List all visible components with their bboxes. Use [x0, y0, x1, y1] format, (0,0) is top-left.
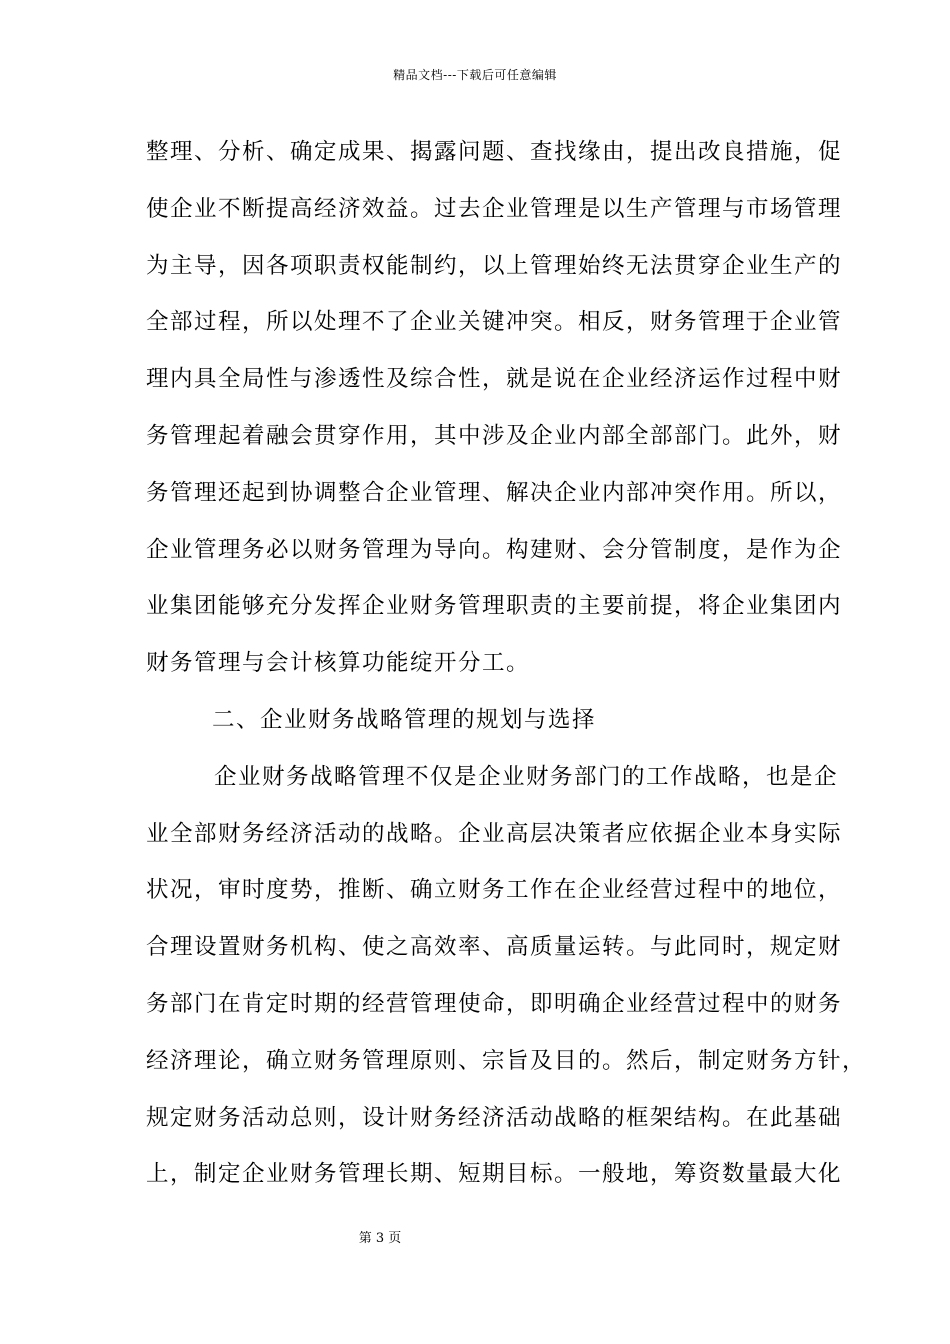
body-line-5: 理内具全局性与渗透性及综合性，就是说在企业经济运作过程中财 — [146, 366, 843, 393]
body-line-17: 经济理论，确立财务管理原则、宗旨及目的。然后，制定财务方针， — [146, 1047, 867, 1074]
body-line-10: 财务管理与会计核算功能绽开分工。 — [146, 650, 531, 677]
body-line-16: 务部门在肯定时期的经营管理使命，即明确企业经营过程中的财务 — [146, 990, 843, 1017]
page-header: 精品文档---下载后可任意编辑 — [393, 68, 557, 82]
body-line-7: 务管理还起到协调整合企业管理、解决企业内部冲突作用。所以， — [146, 479, 843, 506]
body-line-1: 整理、分析、确定成果、揭露问题、查找缘由，提出改良措施，促 — [146, 139, 843, 165]
body-line-15: 合理设置财务机构、使之高效率、高质量运转。与此同时，规定财 — [146, 934, 843, 961]
body-line-4: 全部过程，所以处理不了企业关键冲突。相反，财务管理于企业管 — [146, 309, 843, 336]
body-line-2: 使企业不断提高经济效益。过去企业管理是以生产管理与市场管理 — [146, 195, 843, 222]
document-body — [146, 128, 867, 1207]
paragraph-first-line: 企业财务战略管理不仅是企业财务部门的工作战略，也是企 — [214, 763, 839, 790]
body-line-9: 业集团能够充分发挥企业财务管理职责的主要前提，将企业集团内 — [146, 593, 843, 620]
body-line-14: 状况，审时度势，推断、确立财务工作在企业经营过程中的地位， — [146, 877, 843, 904]
body-line-13: 业全部财务经济活动的战略。企业高层决策者应依据企业本身实际 — [146, 820, 843, 847]
page-number: 第 3 页 — [358, 1231, 402, 1246]
body-line-19: 上，制定企业财务管理长期、短期目标。一般地，筹资数量最大化 — [146, 1161, 843, 1188]
section-heading: 二、企业财务战略管理的规划与选择 — [212, 706, 597, 733]
body-line-6: 务管理起着融会贯穿作用，其中涉及企业内部全部部门。此外，财 — [146, 422, 843, 449]
body-line-8: 企业管理务必以财务管理为导向。构建财、会分管制度，是作为企 — [146, 536, 843, 563]
body-line-3: 为主导，因各项职责权能制约，以上管理始终无法贯穿企业生产的 — [146, 252, 843, 279]
body-line-18: 规定财务活动总则，设计财务经济活动战略的框架结构。在此基础 — [146, 1104, 843, 1131]
